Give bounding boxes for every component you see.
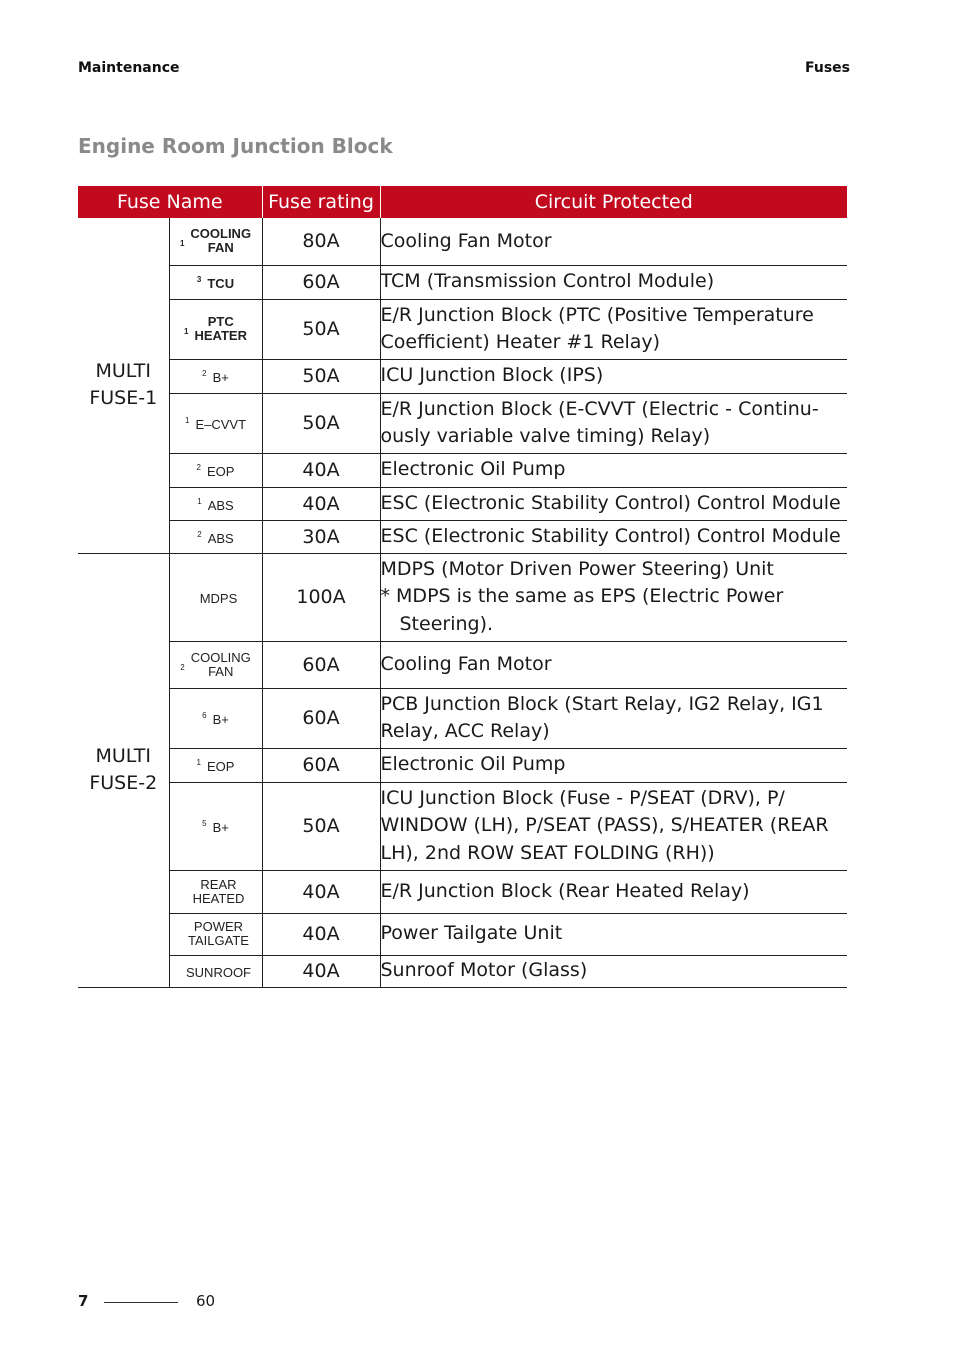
fuse-rating: 80A <box>262 218 380 265</box>
fuse-rating: 60A <box>262 688 380 748</box>
table-row <box>78 782 847 870</box>
fuse-rating: 40A <box>262 913 380 955</box>
fuse-name: MDPS <box>169 553 262 641</box>
fuse-name: POWER TAILGATE <box>169 913 262 955</box>
section-header: Maintenance <box>78 60 180 76</box>
fuse-name: REAR HEATED <box>169 870 262 913</box>
fuse-rating: 60A <box>262 265 380 299</box>
circuit-protected: ESC (Electronic Stability Control) Control Module <box>380 520 847 553</box>
fuse-rating: 40A <box>262 870 380 913</box>
fuse-name: $^2$ ABS <box>169 520 262 553</box>
circuit-protected: Sunroof Motor (Glass) <box>380 955 847 987</box>
fuse-name: $^6$ B+ <box>169 688 262 748</box>
fuse-rating: 40A <box>262 453 380 487</box>
table-row <box>78 520 847 553</box>
fuse-rating: 50A <box>262 299 380 359</box>
fuse-rating: 40A <box>262 487 380 520</box>
page-title: Engine Room Junction Block <box>78 134 393 158</box>
circuit-protected: E/R Junction Block (E-CVVT (Electric - Continu-ously variable valve timing) Relay) <box>380 393 847 453</box>
group-label-multi-fuse-1: MULTI FUSE-1 <box>78 218 169 553</box>
fuse-rating: 60A <box>262 748 380 782</box>
table-row <box>78 870 847 913</box>
circuit-text: MDPS (Motor Driven Power Steering) Unit <box>380 557 774 580</box>
fuse-rating: 50A <box>262 393 380 453</box>
circuit-protected: ESC (Electronic Stability Control) Control Module <box>380 487 847 520</box>
fuse-name: $^3$ TCU <box>169 265 262 299</box>
table-row <box>78 748 847 782</box>
circuit-protected: Cooling Fan Motor <box>380 641 847 688</box>
table-row <box>78 553 847 641</box>
column-header-fuse-rating: Fuse rating <box>262 186 380 218</box>
fuse-table <box>78 186 847 988</box>
column-header-circuit-protected: Circuit Protected <box>380 186 847 218</box>
fuse-rating: 50A <box>262 359 380 393</box>
circuit-note: * MDPS is the same as EPS (Electric Power Steering). <box>380 585 784 635</box>
table-row <box>78 453 847 487</box>
fuse-rating: 50A <box>262 782 380 870</box>
fuse-rating: 40A <box>262 955 380 987</box>
fuse-name: $^1$ ABS <box>169 487 262 520</box>
fuse-name: $^2$COOLING FAN <box>169 641 262 688</box>
table-row <box>78 688 847 748</box>
table-row <box>78 641 847 688</box>
circuit-protected: Power Tailgate Unit <box>380 913 847 955</box>
circuit-protected: Electronic Oil Pump <box>380 748 847 782</box>
circuit-protected: ICU Junction Block (IPS) <box>380 359 847 393</box>
fuse-name: $^2$ B+ <box>169 359 262 393</box>
fuse-rating: 30A <box>262 520 380 553</box>
table-row <box>78 265 847 299</box>
circuit-protected: E/R Junction Block (PTC (Positive Temperature Coefficient) Heater #1 Relay) <box>380 299 847 359</box>
chapter-number: 7 <box>78 1292 89 1310</box>
table-row <box>78 487 847 520</box>
fuse-rating: 100A <box>262 553 380 641</box>
fuse-rating: 60A <box>262 641 380 688</box>
fuse-name: $^5$ B+ <box>169 782 262 870</box>
table-row <box>78 913 847 955</box>
footer-divider <box>104 1302 178 1303</box>
table-row <box>78 393 847 453</box>
fuse-name: $^1$PTC HEATER <box>169 299 262 359</box>
group-label-multi-fuse-2: MULTI FUSE-2 <box>78 553 169 987</box>
circuit-protected: Cooling Fan Motor <box>380 218 847 265</box>
fuse-name: SUNROOF <box>169 955 262 987</box>
circuit-protected: PCB Junction Block (Start Relay, IG2 Relay, IG1 Relay, ACC Relay) <box>380 688 847 748</box>
table-row <box>78 299 847 359</box>
circuit-protected: ICU Junction Block (Fuse - P/SEAT (DRV), P/ WINDOW (LH), P/SEAT (PASS), S/HEATER (REAR LH), 2nd ROW SEAT FOLDING (RH)) <box>380 782 847 870</box>
fuse-name: $^2$ EOP <box>169 453 262 487</box>
page-number: 60 <box>196 1292 216 1310</box>
table-row <box>78 218 847 265</box>
table-header-row <box>78 186 847 218</box>
fuse-name: $^1$ E–CVVT <box>169 393 262 453</box>
circuit-protected: E/R Junction Block (Rear Heated Relay) <box>380 870 847 913</box>
topic-header: Fuses <box>805 60 850 76</box>
fuse-name: $^1$ EOP <box>169 748 262 782</box>
circuit-protected: TCM (Transmission Control Module) <box>380 265 847 299</box>
table-row <box>78 955 847 987</box>
table-row <box>78 359 847 393</box>
column-header-fuse-name: Fuse Name <box>78 186 262 218</box>
fuse-name: $^1$COOLING FAN <box>169 218 262 265</box>
circuit-protected: Electronic Oil Pump <box>380 453 847 487</box>
circuit-protected <box>380 553 847 641</box>
